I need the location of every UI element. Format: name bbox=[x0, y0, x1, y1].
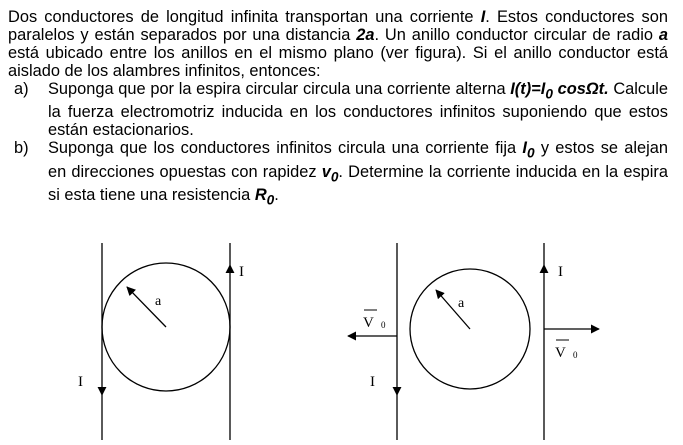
part-b-text-2: y estos se alejan en direcciones opuestas con rapidez bbox=[48, 139, 668, 181]
right-current-label: I bbox=[558, 264, 563, 280]
part-a-formula-sub: 0 bbox=[545, 86, 553, 102]
left-current-label: I bbox=[78, 374, 83, 390]
radius-label: a bbox=[155, 294, 162, 309]
intro-distance-symbol: 2a bbox=[356, 26, 375, 44]
left-diagram bbox=[78, 243, 244, 440]
intro-current-symbol: I bbox=[480, 8, 486, 26]
part-b-speed-main: v bbox=[321, 162, 331, 181]
part-b-marker: b) bbox=[14, 139, 29, 158]
part-a-formula-main: I(t)=I bbox=[510, 80, 546, 98]
part-b-resistance-sub: 0 bbox=[266, 192, 275, 208]
intro-text-4: está ubicado entre los anillos en el mismo plano (ver figura). Si el anillo conductor está aislado de los alambres infinitos, entonces: bbox=[8, 44, 668, 80]
right-velocity-label: V bbox=[555, 345, 566, 361]
part-a-text-1: Suponga que por la espira circular circula una corriente alterna bbox=[48, 80, 511, 98]
right-velocity-sub: 0 bbox=[573, 350, 578, 360]
radius-arrow bbox=[436, 290, 470, 329]
left-current-label: I bbox=[370, 374, 375, 390]
intro-radius-symbol: a bbox=[658, 26, 668, 44]
intro-text-2: . Estos conductores son paralelos y están separados por una distancia bbox=[8, 8, 668, 44]
part-b-text-4: . bbox=[274, 185, 279, 204]
part-b-speed-sub: 0 bbox=[330, 168, 339, 184]
right-diagram bbox=[348, 243, 599, 440]
right-current-label: I bbox=[239, 264, 244, 280]
part-b-current-sub: 0 bbox=[526, 145, 535, 161]
part-b-text-3: . Determine la corriente inducida en la espira si esta tiene una resistencia bbox=[48, 162, 668, 204]
part-b-resistance-main: R bbox=[254, 185, 267, 204]
left-velocity-sub: 0 bbox=[381, 320, 386, 330]
part-a-marker: a) bbox=[14, 80, 29, 98]
part-b-current-main: I bbox=[522, 139, 527, 158]
part-a-formula-end: cosΩt. bbox=[552, 80, 609, 98]
part-a-text-2: Calcule la fuerza electromotriz inducida en los conductores infinitos suponiendo que estos están estacionarios. bbox=[48, 80, 668, 140]
left-velocity-label: V bbox=[363, 315, 374, 331]
part-b-text-1: Suponga que los conductores infinitos circula una corriente fija bbox=[48, 139, 523, 158]
radius-label: a bbox=[458, 296, 465, 311]
intro-text-3: . Un anillo conductor circular de radio bbox=[374, 26, 659, 44]
intro-text-1: Dos conductores de longitud infinita transportan una corriente bbox=[8, 8, 481, 26]
